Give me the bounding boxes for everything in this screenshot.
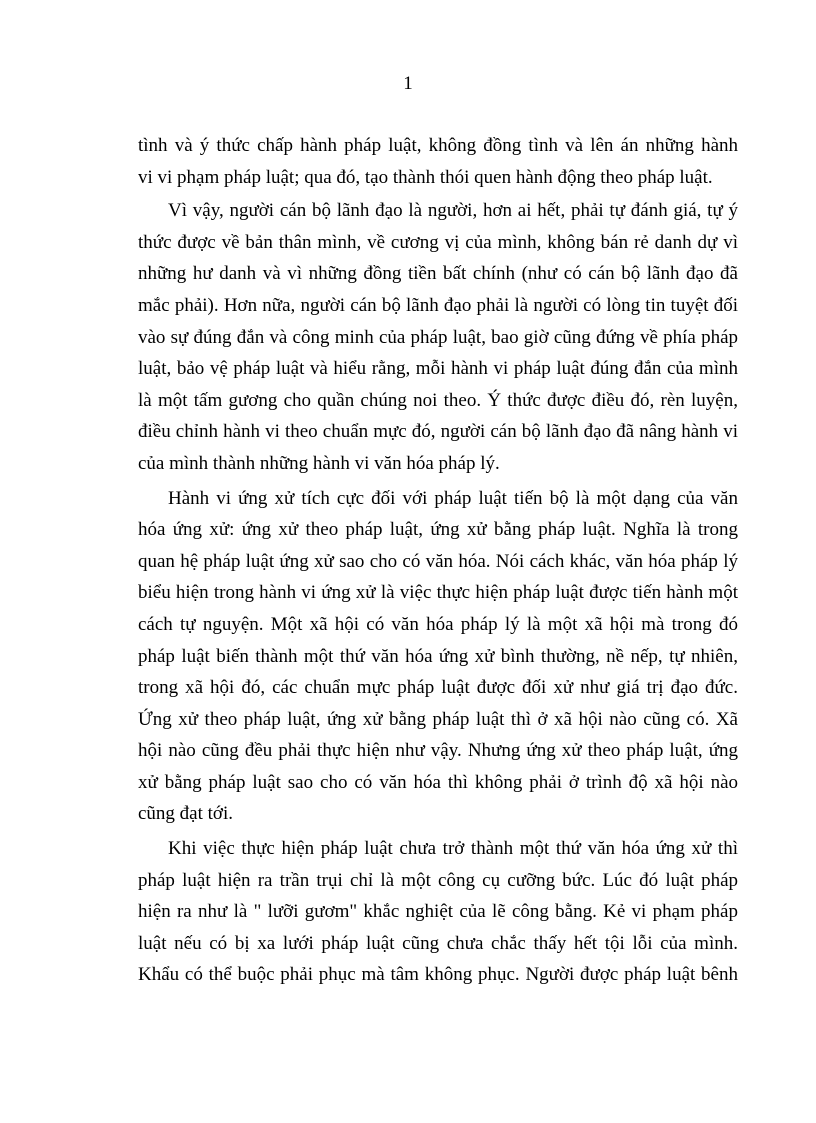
- paragraph: [138, 483, 738, 831]
- text-line: cũng đạt tới.: [138, 803, 233, 825]
- text-line: vi vi phạm pháp luật; qua đó, tạo thành thói quen hành động theo pháp luật.: [138, 166, 713, 188]
- text-line: những hư danh và vì những đồng tiền bất chính (như có cán bộ lãnh đạo đã: [138, 263, 738, 285]
- text-line: quan hệ pháp luật ứng xử sao cho có văn hóa. Nói cách khác, văn hóa pháp lý: [138, 550, 738, 572]
- text-line: pháp luật biến thành một thứ văn hóa ứng xử bình thường, nề nếp, tự nhiên,: [138, 645, 738, 667]
- paragraph: [138, 130, 738, 193]
- text-line: pháp luật hiện ra trần trụi chỉ là một công cụ cưỡng bức. Lúc đó luật pháp: [138, 869, 738, 891]
- text-line: Khẩu có thể buộc phải phục mà tâm không phục. Người được pháp luật bênh: [138, 964, 738, 986]
- text-line: Hành vi ứng xử tích cực đối với pháp luật tiến bộ là một dạng của văn: [168, 487, 738, 509]
- text-line: là một tấm gương cho quần chúng noi theo. Ý thức được điều đó, rèn luyện,: [138, 389, 738, 411]
- text-line: hóa ứng xử: ứng xử theo pháp luật, ứng xử bằng pháp luật. Nghĩa là trong: [138, 519, 738, 541]
- paragraph: [138, 195, 738, 479]
- text-line: Vì vậy, người cán bộ lãnh đạo là người, hơn ai hết, phải tự đánh giá, tự ý: [168, 200, 738, 222]
- text-line: mắc phải). Hơn nữa, người cán bộ lãnh đạo phải là người có lòng tin tuyệt đối: [138, 294, 738, 316]
- paragraph: [138, 833, 738, 991]
- page-number: 1: [403, 73, 413, 94]
- text-line: xử bằng pháp luật sao cho có văn hóa thì không phải ở trình độ xã hội nào: [138, 771, 738, 793]
- text-line: hội nào cũng đều phải thực hiện như vậy. Nhưng ứng xử theo pháp luật, ứng: [138, 740, 738, 762]
- body-text: [138, 130, 738, 991]
- text-line: biểu hiện trong hành vi ứng xử là việc thực hiện pháp luật được tiến hành một: [138, 582, 738, 604]
- text-line: của mình thành những hành vi văn hóa pháp lý.: [138, 452, 500, 474]
- text-line: tình và ý thức chấp hành pháp luật, không đồng tình và lên án những hành: [138, 135, 738, 156]
- text-line: thức được về bản thân mình, về cương vị của mình, không bán rẻ danh dự vì: [138, 231, 738, 253]
- text-line: luật, bảo vệ pháp luật và hiểu rằng, mỗi hành vi pháp luật đúng đắn của mình: [138, 358, 738, 380]
- text-line: điều chỉnh hành vi theo chuẩn mực đó, người cán bộ lãnh đạo đã nâng hành vi: [138, 421, 738, 443]
- text-line: hiện ra như là " lưỡi gươm" khắc nghiệt của lẽ công bằng. Kẻ vi phạm pháp: [138, 901, 738, 923]
- text-line: luật nếu có bị xa lưới pháp luật cũng chưa chắc thấy hết tội lỗi của mình.: [138, 932, 738, 954]
- text-line: Ứng xử theo pháp luật, ứng xử bằng pháp luật thì ở xã hội nào cũng có. Xã: [138, 708, 738, 730]
- text-line: Khi việc thực hiện pháp luật chưa trở thành một thứ văn hóa ứng xử thì: [168, 838, 738, 860]
- text-line: trong xã hội đó, các chuẩn mực pháp luật được đối xử như giá trị đạo đức.: [138, 677, 738, 699]
- text-line: cách tự nguyện. Một xã hội có văn hóa pháp lý là một xã hội mà trong đó: [138, 613, 738, 635]
- text-line: vào sự đúng đắn và công minh của pháp luật, bao giờ cũng đứng về phía pháp: [138, 326, 738, 348]
